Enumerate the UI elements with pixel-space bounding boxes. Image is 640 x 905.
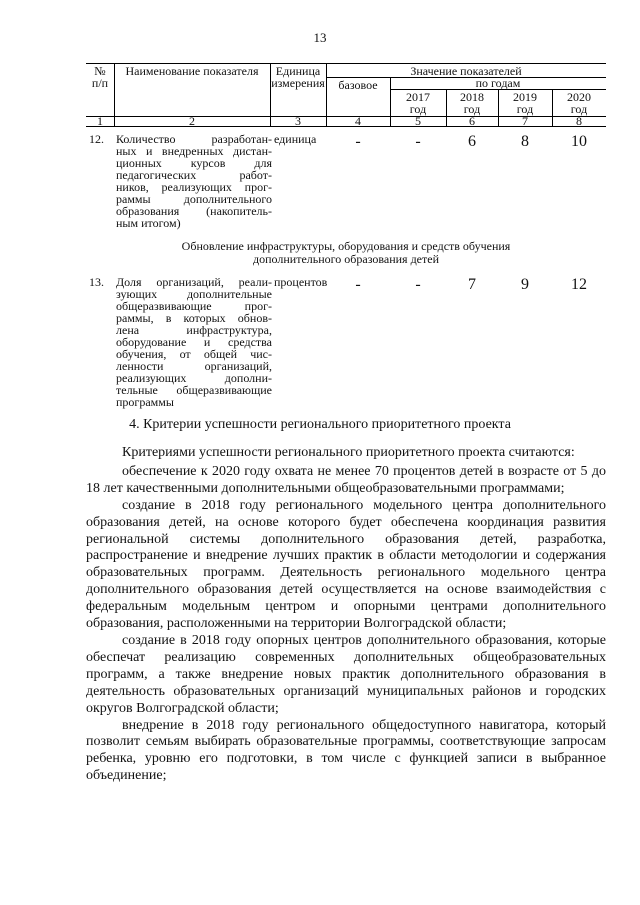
indicator-name: Доля организаций, реали- зующих дополнительные общеразвивающие прог- раммы, в которых обнов- лена инфраструктура, оборудование и средства обучения, от общей чис- ленности организаций, реализующих дополни- тельные общеразвивающие программы [116, 275, 272, 409]
criteria-body [86, 445, 606, 785]
paragraph: создание в 2018 году опорных центров дополнительного образования, которые обеспечат реализацию современных дополнительных общеобразовательных программ, а также внедрение новых практик дополнительного образования в деятельность образовательных организаций муниципальных районов и городских округов Волгоградской области; [86, 632, 606, 716]
header-by-years: по годам [475, 76, 521, 90]
header-name: Наименование показателя [125, 64, 259, 78]
value-2020: 10 [571, 133, 587, 150]
value-2019: 9 [521, 276, 529, 293]
col-number: 1 [97, 114, 103, 128]
section-title: 4. Критерии успешности регионального приоритетного проекта [129, 417, 511, 432]
paragraph: Критериями успешности регионального приоритетного проекта считаются: [122, 445, 575, 460]
unit-value: единица [274, 132, 317, 146]
header-base: базовое [338, 78, 378, 92]
value-2019: 8 [521, 133, 529, 150]
header-year-2020: 2020 год [567, 90, 591, 116]
paragraph: внедрение в 2018 году регионального общедоступного навигатора, который позволит семьям выбирать образовательные программы, соответствующие запросам ребенка, уровню его подготовки, в том числе с функцией записи в выбранное объединение; [86, 717, 606, 784]
value-2020: 12 [571, 276, 587, 293]
value-2018: 6 [468, 133, 476, 150]
col-number: 5 [415, 114, 421, 128]
header-unit: Единица измерения [271, 64, 325, 90]
col-number: 2 [189, 114, 195, 128]
paragraph: создание в 2018 году регионального модельного центра дополнительного образования детей, на основе которого будет обеспечена координация развития региональной системы дополнительного образования детей, разработка, распространение и внедрение лучших практик в области методологии и содержания образовательных программ. Деятельность регионального модельного центра дополнительного образования детей осуществляется на основе взаимодействия с федеральным модельным центром и опорными центрами дополнительного образования, расположенными на территории Волгоградской области; [86, 497, 606, 632]
value-2018: 7 [468, 276, 476, 293]
row-number: 12. [89, 132, 104, 146]
page-number: 13 [313, 30, 327, 45]
header-num: № п/п [91, 64, 109, 90]
value-2017: - [415, 276, 421, 293]
indicator-name: Количество разработан- ных и внедренных дистан- ционных курсов для педагогических работ- ников, реализующих прог- раммы дополнительного образования (накопитель- ным итогом) [116, 132, 272, 230]
header-year-2018: 2018 год [460, 90, 484, 116]
row-number: 13. [89, 275, 104, 289]
header-year-2019: 2019 год [513, 90, 537, 116]
header-values: Значение показателей [410, 64, 522, 78]
header-year-2017: 2017 год [406, 90, 430, 116]
col-number: 3 [295, 114, 301, 128]
col-number: 6 [469, 114, 475, 128]
unit-value: процентов [274, 275, 328, 289]
col-number: 7 [522, 114, 528, 128]
section-heading: Обновление инфраструктуры, оборудования и средств обучения дополнительного образования детей [181, 239, 511, 266]
base-value: - [355, 276, 361, 293]
base-value: - [355, 133, 361, 150]
paragraph: обеспечение к 2020 году охвата не менее 70 процентов детей в возрасте от 5 до 18 лет качественными дополнительными общеобразовательными программами; [86, 463, 606, 496]
value-2017: - [415, 133, 421, 150]
col-number: 4 [355, 114, 361, 128]
col-number: 8 [576, 114, 582, 128]
